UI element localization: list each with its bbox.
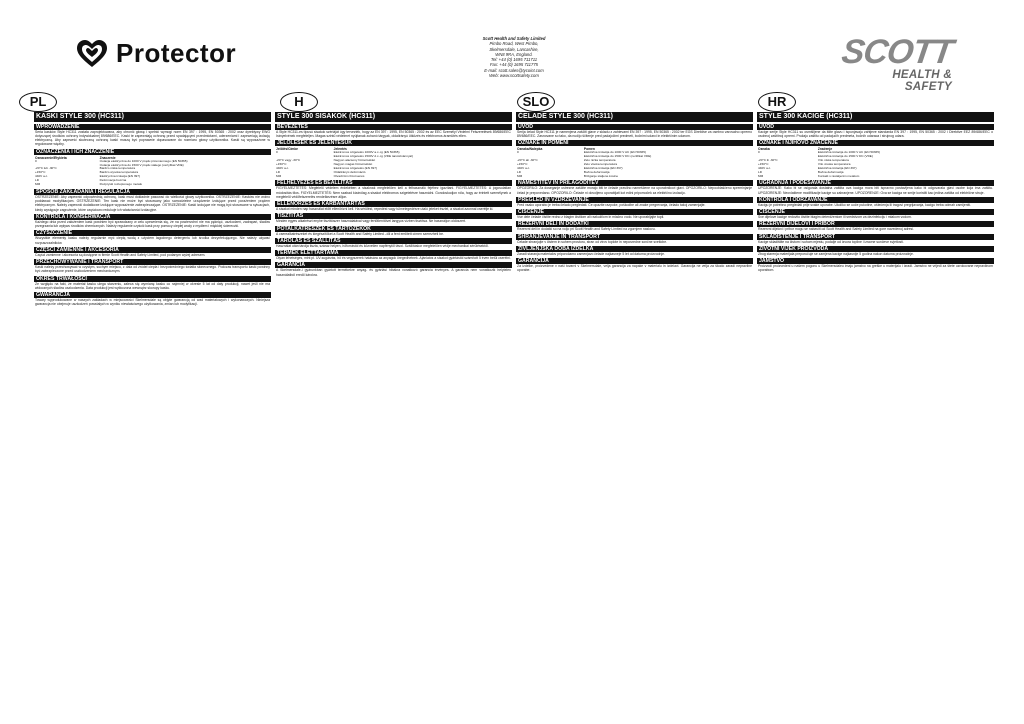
section-heading: OZNAKE IN POMENI [516, 140, 753, 146]
section-heading: OZNAKE I NJIHOVO ZNAČENJE [757, 140, 994, 146]
scott-tagline: HEALTH & SAFETY [892, 69, 952, 93]
column-hr [757, 112, 994, 712]
section-text: Minden egyes alkatrészt enyhe tisztítószer használatával vagy fertőtlenítővel langyos vízben tisztítsa. Ne használjon oldószert. [276, 219, 466, 224]
table-cell: Bardzo niska temperatura [99, 166, 136, 171]
column-title: KASKI STYLE 300 (HC311) [34, 112, 271, 122]
table-cell: -20°C ali -30°C [517, 157, 538, 162]
table-cell: MM [276, 173, 282, 178]
table-cell: MM [35, 182, 41, 187]
table-cell: -20°C vagy -30°C [276, 157, 301, 162]
table-cell: Zelo nizka temperatura [583, 157, 616, 162]
table-cell: 440V a.c. [517, 165, 531, 170]
section-text: Proizvodi proizvedeni u našem pogonu u Skelmersdaleu imaju jamstvo na greške u materijalu i izradi. Jamstvo ne vrijedi za štete uzrokovane nepravilnom uporabom. [758, 264, 993, 273]
section-text: A Skelmersdale-i gyárunkban gyártott termékekre anyag- és gyártási hibákra vonatkozó garancia érvényes. A garancia nem vonatkozik helytelen használatból eredő károkra. [276, 268, 511, 277]
section-text: Pred vsako uporabo je treba čelado pregledati. Če opazite razpoke, poškodbe ali znake pregrevanja, čelado takoj zamenjajte. [517, 202, 706, 207]
section-text: Kaski należy przechowywać w czystym, suchym miejscu, z dala od źródeł ciepła i bezpośredniego światła słonecznego. Podczas transportu kaski powinny być zabezpieczone przed uszkodzeniem mechanicznym. [35, 265, 270, 274]
section-heading: SKLADIŠTENJE I TRANSPORT [757, 234, 994, 240]
table-cell: -20°C lub -30°C [35, 166, 57, 171]
address-line: Skelmersdale, Lancashire, [489, 46, 539, 52]
table-row [275, 175, 512, 179]
section-heading: JELÖLÉSEK ÉS JELENTÉSÜK [275, 140, 512, 146]
section-text: UPOZORENJE: Kako bi se osigurala dostatna zaštita ova kaciga mora biti ispravno postavljena kako bi odgovarala glavi osobe koja ima zaštitu. UPOZORENJE: Neovlaštene modifikacije kacige su zabranjene. UPOZORENJE: Ova se kaciga ne smije koristiti kao jedina zaštita od električne struje. [758, 186, 993, 195]
address-line: Fax: +44 (0) 1695 711775 [490, 62, 538, 68]
protector-heart-icon [76, 40, 108, 68]
column-h [275, 112, 512, 712]
table-cell: Olvadt fém fröccsenés [333, 173, 365, 178]
address-line: Tel: +44 (0) 1695 711711 [490, 57, 538, 63]
section-text: Każdego dnia przed założeniem kask powinien być sprawdzany w celu upewnienia się, że na powierzchni nie ma pęknięć, uszkodzeń, zadrapań, śladów przegrzania lub wpływu środków chemicznych. Należy regularnie czyścić kask przy pomocy ciepłej wody z mydłem i miękkiej ściereczki. [35, 219, 270, 229]
table-cell: Značenje [817, 147, 833, 152]
table-cell: LD [276, 169, 280, 174]
table-cell: Bočna deformacija [817, 169, 844, 174]
lang-badge-hr: HR [758, 92, 796, 112]
protector-wordmark: Protector [116, 38, 237, 68]
section-text: Sve dijelove kacige redovito čistite blagim deterdžentom ili sredstvom za dezinfekciju i mlakom vodom. [758, 215, 912, 220]
table-cell: Električna izolacija do 1000 V AC (EN 50365) [817, 150, 880, 155]
marking-table [275, 147, 512, 178]
section-text: Zbog starenja materijala preporučuje se zamjena kacige najkasnije 5 godina nakon datuma proizvodnje. [758, 251, 914, 256]
section-heading: PÓTALKATRÉSZEK ÉS TARTOZÉKOK [275, 226, 512, 232]
section-heading: WPROWADZENIE [34, 124, 271, 130]
table-cell: Bardzo wysoka temperatura [99, 170, 139, 175]
marking-table [516, 147, 753, 178]
section-heading: PREGLED IN VZDRŽEVANJE [516, 197, 753, 203]
section-text: Kacigu je potrebno pregledati prije svake uporabe. Ukoliko se uoče pukotine, oštećenja ili tragovi pregrijavanja, kacigu treba odmah zamijeniti. [758, 202, 971, 207]
table-row [516, 175, 753, 179]
section-heading: ŽIVOTNI VIJEK PROIZVODA [757, 246, 994, 252]
company-name: Scott Health and Safety Limited [482, 36, 546, 41]
table-cell: 440V a.c. [276, 165, 290, 170]
section-text: Használat után tárolja tiszta, száraz helyen, hőforrástól és közvetlen napfénytől távol. Szállításkor megfelelően védje mechanikai sérülésektől. [276, 243, 489, 248]
section-text: Rezervni dijelovi i pribor mogu se nabaviti od Scott Health and Safety Limited na gore navedenoj adresi. [758, 227, 914, 232]
table-cell: Električna izolacija (EN 397) [817, 165, 857, 170]
section-text: Vse dele čelade čistite redno z blagim čistilom ali razkužilom in mlačno vodo. Ne uporabljajte topil. [517, 215, 665, 220]
section-text: Rezervni deli in dodatki so na voljo pri Scott Health and Safety Limited na zgornjem naslovu. [517, 227, 656, 232]
scott-wordmark: SCOTT [839, 33, 955, 71]
table-cell: 0 [758, 150, 760, 155]
section-heading: REZERVNI DIJELOVI I PRIBOR [757, 221, 994, 227]
table-cell: LD [758, 169, 762, 174]
section-heading: UGRADNJA I PODEŠAVANJE [757, 180, 994, 186]
column-title: STYLE 300 SISAKOK (HC311) [275, 112, 512, 122]
table-cell: +150°C [758, 161, 769, 166]
section-heading: SPOSÓB ZAKŁADANIA I REGULACJA [34, 189, 271, 195]
table-cell: Zelo visoka temperatura [583, 161, 618, 166]
section-heading: ELLENŐRZÉS ÉS KARBANTARTÁS [275, 201, 512, 207]
section-heading: GWARANCJA [34, 292, 271, 298]
table-cell: Pomen [583, 147, 595, 152]
table-cell: Nagyon alacsony hőmérséklet [333, 157, 376, 162]
section-text: A Style HC311-es típusú sisakok szériáját úgy tervezték, hogy az EN 397 : 1995, EN 50365 : 2002 és az EEC Személyi Védelmi Felszerelések 89/686/EEC Irányelvének megfeleljen. Magas szintű védelmet nyújtanak zuhanó tárgyak, oldalirányú ütközés és elektromos áramütés ellen. [276, 129, 511, 138]
section-heading: PRZECHOWYWANIE I TRANSPORT [34, 259, 271, 265]
address-line: WN8 9RA, England. [495, 51, 533, 57]
company-address [468, 36, 560, 78]
section-text: OSTRZEŻENIE: Aby zapewnić odpowiednią ochronę, kask musi dokładnie pasować do wielkości głowy użytkownika. OSTRZEŻENIE: Kasków nie wolno poddawać modyfikacjom. OSTRZEŻENIE: Ten kask nie może być stosowany jako samodzielne urządzenie izolujące przed porażeniem prądem elektrycznym. Należy zapewnić dodatkowe izolujące wyposażenie zabezpieczające. OSTRZEŻENIE: Kaski izolujące nie mogą być stosowane w sytuacjach, kiedy występuje zagrożenie, które częściowo redukuje ich właściwości izolacyjne. [35, 194, 270, 212]
table-cell: Oldalirányú deformáció [333, 169, 366, 174]
marking-table [34, 156, 271, 187]
section-heading: GARANCIA [275, 262, 512, 268]
section-text: Kacige skladištite na čistom i suhom mjestu, podalje od izvora topline i izravne sunčeve svjetlosti. [758, 239, 904, 244]
section-text: Wszystkie elementy kasku należy regularnie myć ciepłą wodą z użyciem łagodnego detergentu lub środka dezynfekującego. Nie należy używać rozpuszczalników. [35, 236, 270, 245]
section-heading: FELHELYEZÉS ÉS BEÁLLÍTÁS [275, 180, 512, 186]
table-cell: MM [758, 173, 764, 178]
table-cell: Izolacja elektryczna do 1500 V prądu stałego (certyfikat VDE) [99, 162, 184, 167]
table-cell: Jelentés [333, 147, 347, 152]
section-heading: OZNACZENIA I ICH ZNACZENIE [34, 149, 271, 155]
table-cell: Znaczenie [99, 155, 116, 160]
section-heading: KONTROLA I ODRŽAVANJE [757, 197, 994, 203]
section-text: Części zamienne i akcesoria są dostępne w firmie Scott Health and Safety Limited, pod podanym wyżej adresem. [35, 252, 206, 257]
table-cell: LD [35, 178, 39, 183]
section-heading: UVOD [516, 124, 753, 130]
section-text: Ze względu na fakt, że materiał kasku ulega starzeniu, zaleca się wymianę kasku co najmniej w okresie 5 lat od daty produkcji, nawet jeśli nie ma widocznych śladów uszkodzenia. Data produkcji jest wytłoczona wewnątrz skorupy kasku. [35, 281, 270, 290]
table-cell: 440V a.c. [758, 165, 772, 170]
table-cell: Kontakt s rastaljenim metalom [817, 173, 860, 178]
table-cell: +150°C [276, 161, 287, 166]
address-line: Web: www.scottsafety.com [489, 73, 539, 79]
table-row [34, 183, 271, 187]
table-cell: Bočna deformacija [583, 169, 610, 174]
table-cell: Nagyon magas hőmérséklet [333, 161, 373, 166]
marking-table [757, 147, 994, 178]
table-cell: Oznaczenie/Etykieta [35, 155, 67, 160]
table-cell: +150°C [35, 170, 46, 175]
column-slo [516, 112, 753, 712]
table-cell: Električna izolacija do 1500 V DC (certifikat VDE) [583, 154, 652, 158]
lang-badge-pl: PL [19, 92, 57, 112]
section-heading: ČIŠĆENJE [757, 209, 994, 215]
section-heading: JAMSTVO [757, 258, 994, 264]
table-cell: Jelölés/Címke [276, 147, 298, 152]
section-heading: GARANCIJA [516, 258, 753, 264]
table-cell: MM [517, 173, 523, 178]
section-text: Zaradi staranja materialov priporočamo zamenjavo čelade najkasneje 5 let od datuma proizvodnje. [517, 251, 665, 256]
table-cell: Rozpryski roztopionego metalu [99, 182, 143, 187]
section-text: Za izdelke, proizvedene v naši tovarni v Skelmersdale, velja garancija za napake v materialu in izdelavi. Garancija ne velja za škodo zaradi nepravilne uporabe. [517, 264, 752, 273]
scott-logo [839, 33, 955, 93]
lang-badge-slo: SLO [517, 92, 555, 112]
table-cell: LD [517, 169, 521, 174]
section-heading: ČIŠČENJE [516, 209, 753, 215]
address-line: Pimbo Road, West Pimbo, [489, 41, 539, 47]
table-cell: Oznaka [758, 147, 770, 152]
section-text: A cserealkatrészeket és kiegészítőket a Scott Health and Safety Limited –től a fent említett címen szerezheti be. [276, 231, 444, 236]
section-text: Kacige serije Style HC311 su osmišljene da štite glavu i ispunjavaju zahtjeve standarda EN 397 : 1995, EN 50365 : 2002 i Direktive EEZ 89/686/EEC o osobnoj zaštitnoj opremi. Pružaju zaštitu od padajućih predmeta, bočnih udaraca i strujnog udara. [758, 129, 993, 138]
section-heading: SHRANJEVANJE IN TRANSPORT [516, 234, 753, 240]
lang-badge-h: H [280, 92, 318, 112]
table-cell: 0 [35, 158, 37, 163]
table-cell: Vrlo visoka temperatura [817, 161, 851, 166]
table-cell: 0 [276, 150, 278, 155]
section-heading: REZERVNI DELI IN DODATKI [516, 221, 753, 227]
table-cell: Oznaka/Nalepka [517, 147, 543, 152]
table-cell: Elektryczna izolacja (EN 397) [99, 174, 141, 179]
section-text: Serija čelad Style HC311 je namenjena zaščiti glave v skladu z zahtevami EN 397 : 1995, EN 50365 : 2002 ter EGS Direktive za osebno varovalno opremo 89/686/EEC. Zasnovane so tako, da nudijo ščitenje pred padajočimi predmeti, bočnimi udarci in električnim udarom. [517, 129, 752, 138]
table-cell: Elektromos szigetelés 1500V d.c.-ig (VDE tanúsítvánnyal) [333, 154, 413, 158]
table-row [757, 175, 994, 179]
section-heading: ŽIVLJENJSKA DOBA IZDELKA [516, 246, 753, 252]
column-title: STYLE 300 KACIGE (HC311) [757, 112, 994, 122]
table-cell: Deformacja boczna [99, 178, 127, 183]
section-heading: TÁROLÁS ÉS SZÁLLÍTÁS [275, 238, 512, 244]
section-text: Čelade shranjujte v čistem in suhem prostoru, stran od virov toplote in neposredne sončne svetlobe. [517, 239, 668, 244]
table-cell: Električna izolacija do 1000 V AC (EN 50365) [583, 150, 646, 155]
table-cell: Vrlo niska temperatura [817, 157, 849, 162]
section-text: Seria kasków Style HC311 została zaprojektowana, aby chronić głowę i spełnić wymogi norm EN 397 : 1995, EN 50365 : 2002 oraz dyrektywy EWG dotyczącej środków ochrony indywidualnej 89/686/EEC. Kaski te zapewniają ochronę przed spadającymi przedmiotami, uderzeniami i zapewniają izolację elektryczną. Aby zapewnić skuteczną ochronę kaski muszą być poprawnie dopasowane do rozmiaru głowy użytkownika. Kaski są wyposażone w regulowane więźby. [35, 129, 270, 147]
section-heading: NAMESTITEV IN PRILAGODITEV [516, 180, 753, 186]
table-cell: Električna izolacija (EN 397) [583, 165, 623, 170]
section-heading: TISZTÍTÁS [275, 213, 512, 219]
section-heading: TERMÉK ÉLETTARTAMA [275, 250, 512, 256]
table-cell: Električna izolacija do 1500 V DC (VDE) [817, 154, 873, 158]
section-text: OPOZORILO: Za doseganje ustrezne zaščite morajo biti te čelade pravilno nameščene na uporabnikovi glavi. OPOZORILO: Nepooblaščeno spreminjanje čelad je prepovedano. OPOZORILO: Čelade ni dovoljeno uporabljati kot edini pripomoček za električno izolacijo. [517, 186, 752, 195]
section-heading: KONTROLA I KONSERWACJA [34, 214, 271, 220]
section-heading: BEVEZETÉS [275, 124, 512, 130]
section-text: A sisakot minden nap használat előtt ellenőrizni kell. Ha sérülést, repedést vagy túlmelegedésre utaló jeleket észlel, a sisakot azonnal cserélje ki. [276, 207, 494, 212]
section-text: Towary wyprodukowane w naszych zakładach w miejscowości Skelmersdale są objęte gwarancją od wad materiałowych i wykonawczych. Niniejsza gwarancja nie obejmuje uszkodzeń powstałych w wyniku niewłaściwego użytkowania, zmian lub modyfikacji. [35, 298, 270, 307]
column-pl [34, 112, 271, 712]
section-heading: UVOD [757, 124, 994, 130]
section-heading: CZĘŚCI ZAMIENNE I AKCESORIA [34, 247, 271, 253]
protector-logo [76, 38, 236, 69]
table-cell: -20°C ili -30°C [758, 157, 778, 162]
address-line: E-mail: scott.sales@tycoint.com [484, 67, 544, 73]
section-text: Olyan lehetséges, mint pl. UV-sugárzás, hő és vegyszerek hatására az anyagok öregedhetnek. Ajánlatos a sisakot gyártástól számított 5 éven belül cserélni. [276, 256, 511, 261]
table-cell: Elektromos szigetelés 1000V a.c.-ig (EN 50365) [333, 150, 400, 155]
section-heading: CZYSZCZENIE [34, 230, 271, 236]
table-cell: 0 [517, 150, 519, 155]
table-cell: Brizganje staljene kovine [583, 173, 619, 178]
column-title: ČELADE STYLE 300 (HC311) [516, 112, 753, 122]
table-cell: Izolacja elektryczna do 1000 V prądu przemiennego (EN 50365) [99, 158, 188, 163]
table-cell: +150°C [517, 161, 528, 166]
section-text: FIGYELMEZTETÉS: Megfelelő védelem érdekében a sisaknak megfelelően kell a felhasználó fejéhez igazítani. FIGYELMEZTETÉS: A jogosulatlan módosítás tilos. FIGYELMEZTETÉS: Nem szabad kizárólag a sisakot elektromos szigetelésre használni. Gondoskodjon róla, hogy az érintett személynek a megfelelő védőfelszerelés rendelkezésre álljon. [276, 186, 511, 199]
table-cell: Elektromos szigetelés (EN 397) [333, 165, 378, 170]
section-heading: OKRES TRWAŁOŚCI [34, 276, 271, 282]
table-cell: 440V a.c. [35, 174, 49, 179]
